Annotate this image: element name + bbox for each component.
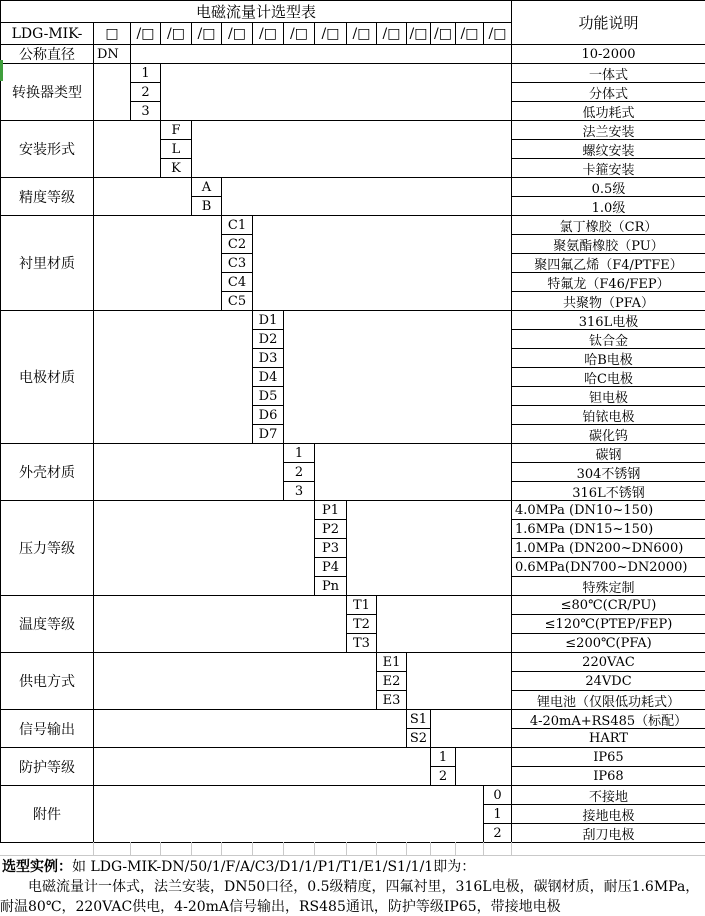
code-cell: D7	[252, 424, 284, 444]
description-cell: HART	[511, 728, 705, 748]
description-cell: 10-2000	[511, 44, 705, 64]
description-cell: 聚四氟乙烯（F4/PTFE）	[511, 253, 705, 273]
section-label: 转换器类型	[0, 63, 94, 121]
description-cell: 220VAC	[511, 652, 705, 672]
code-cell: 2	[283, 462, 315, 482]
code-cell: T3	[346, 633, 377, 653]
spacer-cell	[93, 120, 161, 178]
example-description: 电磁流量计一体式，法兰安装，DN50口径，0.5级精度，四氟衬里，316L电极，碳钢材质，耐压1.6MPa，耐温80℃，220VAC供电，4-20mA信号输出，RS485通讯，防护等级IP65，带接地电极	[0, 879, 700, 915]
code-cell: C2	[221, 234, 253, 254]
description-cell: 螺纹安装	[511, 139, 705, 159]
spacer-cell	[93, 709, 407, 748]
model-slot-cell: /□	[346, 22, 377, 45]
code-cell: 2	[130, 82, 161, 102]
model-slot-cell: /□	[430, 22, 456, 45]
code-cell: F	[160, 120, 192, 140]
description-cell: 特殊定制	[511, 576, 705, 596]
spacer-cell	[221, 177, 512, 216]
description-cell: 卡箍安装	[511, 158, 705, 178]
spacer-cell	[252, 215, 512, 311]
description-cell: 分体式	[511, 82, 705, 102]
description-cell: 4.0MPa (DN10~150)	[511, 500, 705, 520]
function-column-header: 功能说明	[511, 0, 705, 45]
gridline-tick	[346, 842, 347, 855]
section-label: 压力等级	[0, 500, 94, 596]
code-cell: D5	[252, 386, 284, 406]
gridline-tick	[252, 842, 253, 855]
code-cell: 0	[483, 785, 512, 805]
model-slot-cell: /□	[130, 22, 161, 45]
code-cell: 3	[283, 481, 315, 501]
description-cell: 碳钢	[511, 443, 705, 463]
description-cell: 钛合金	[511, 329, 705, 349]
gridline-tick	[483, 842, 484, 855]
example-heading: 选型实例：	[2, 859, 72, 875]
gridline-tick	[314, 842, 315, 855]
description-cell: 接地电极	[511, 804, 705, 824]
description-cell: 0.5级	[511, 177, 705, 197]
gridline-tick	[406, 842, 407, 855]
gridline-horizontal	[0, 855, 705, 856]
section-label: 信号输出	[0, 709, 94, 748]
code-cell: P4	[314, 557, 347, 577]
description-cell: 1.6MPa (DN15~150)	[511, 519, 705, 539]
description-cell: 1.0级	[511, 196, 705, 216]
description-cell: 316L电极	[511, 310, 705, 330]
code-cell: C5	[221, 291, 253, 311]
description-cell: 1.0MPa (DN200~DN600)	[511, 538, 705, 558]
section-label: 附件	[0, 785, 94, 843]
description-cell: 钽电极	[511, 386, 705, 406]
spacer-cell	[93, 747, 431, 786]
code-cell: D2	[252, 329, 284, 349]
table-title: 电磁流量计选型表	[0, 0, 512, 23]
description-cell: ≤80℃(CR/PU)	[511, 595, 705, 615]
description-cell: 316L不锈钢	[511, 481, 705, 501]
code-cell: T1	[346, 595, 377, 615]
spacer-cell	[93, 310, 253, 444]
model-slot-cell: /□	[406, 22, 431, 45]
description-cell: 共聚物（PFA）	[511, 291, 705, 311]
section-label: 衬里材质	[0, 215, 94, 311]
code-cell: T2	[346, 614, 377, 634]
description-cell: 低功耗式	[511, 101, 705, 121]
gridline-tick	[455, 842, 456, 855]
spacer-cell	[406, 652, 512, 710]
code-cell: L	[160, 139, 192, 159]
spacer-cell	[93, 785, 484, 843]
description-cell: IP68	[511, 766, 705, 786]
description-cell: 4-20mA+RS485（标配）	[511, 709, 705, 729]
spacer-cell	[93, 177, 192, 216]
gridline-tick	[221, 842, 222, 855]
code-cell: 2	[483, 823, 512, 843]
code-cell: 1	[430, 747, 456, 767]
code-cell: C4	[221, 272, 253, 292]
spacer-cell	[314, 443, 512, 501]
description-cell: 聚氨酯橡胶（PU）	[511, 234, 705, 254]
description-cell: 哈C电极	[511, 367, 705, 387]
description-cell: IP65	[511, 747, 705, 767]
model-slot-cell: /□	[252, 22, 284, 45]
description-cell: 法兰安装	[511, 120, 705, 140]
spacer-cell	[93, 595, 347, 653]
code-cell: DN	[93, 44, 131, 64]
code-cell: C1	[221, 215, 253, 235]
spacer-cell	[93, 500, 315, 596]
spacer-cell	[283, 310, 512, 444]
model-slot-cell: /□	[283, 22, 315, 45]
gridline-tick	[130, 842, 131, 855]
spacer-cell	[191, 120, 512, 178]
description-cell: 特氟龙（F46/FEP）	[511, 272, 705, 292]
code-cell: P3	[314, 538, 347, 558]
description-cell: 24VDC	[511, 671, 705, 691]
code-cell: 2	[430, 766, 456, 786]
model-slot-cell: /□	[160, 22, 192, 45]
model-slot-cell: /□	[221, 22, 253, 45]
description-cell: 刮刀电极	[511, 823, 705, 843]
section-label: 外壳材质	[0, 443, 94, 501]
spacer-cell	[93, 215, 222, 311]
code-cell: P2	[314, 519, 347, 539]
section-label: 安装形式	[0, 120, 94, 178]
description-cell: 碳化钨	[511, 424, 705, 444]
code-cell: E1	[376, 652, 407, 672]
code-cell: D1	[252, 310, 284, 330]
description-cell: 0.6MPa(DN700~DN2000)	[511, 557, 705, 577]
spacer-cell	[376, 595, 512, 653]
section-label: 公称直径	[0, 44, 94, 64]
spacer-cell	[93, 652, 377, 710]
description-cell: 不接地	[511, 785, 705, 805]
spacer-cell	[430, 709, 512, 748]
code-cell: E3	[376, 690, 407, 710]
spacer-cell	[455, 747, 512, 786]
green-marker	[0, 60, 3, 81]
model-prefix: LDG-MIK-	[0, 22, 94, 45]
example-heading-line	[0, 857, 705, 877]
spacer-cell	[93, 443, 284, 501]
gridline-tick	[511, 842, 512, 855]
description-cell: 一体式	[511, 63, 705, 83]
code-cell: E2	[376, 671, 407, 691]
model-slot-cell: /□	[376, 22, 407, 45]
description-cell: ≤200℃(PFA)	[511, 633, 705, 653]
gridline-tick	[283, 842, 284, 855]
gridline-tick	[376, 842, 377, 855]
spacer-cell	[160, 63, 512, 121]
model-slot-cell: /□	[191, 22, 222, 45]
description-cell: 锂电池（仅限低功耗式）	[511, 690, 705, 710]
model-slot-cell: /□	[314, 22, 347, 45]
model-dn-box: □	[93, 22, 131, 45]
code-cell: D3	[252, 348, 284, 368]
code-cell: S2	[406, 728, 431, 748]
gridline-tick	[191, 842, 192, 855]
code-cell: K	[160, 158, 192, 178]
code-cell: 1	[283, 443, 315, 463]
code-cell: 1	[130, 63, 161, 83]
example-note	[0, 857, 705, 916]
code-cell: P1	[314, 500, 347, 520]
code-cell: C3	[221, 253, 253, 273]
section-label: 供电方式	[0, 652, 94, 710]
code-cell: 3	[130, 101, 161, 121]
spacer-cell	[346, 500, 512, 596]
description-cell: 哈B电极	[511, 348, 705, 368]
section-label: 温度等级	[0, 595, 94, 653]
code-cell: D4	[252, 367, 284, 387]
description-cell: ≤120℃(PTEP/FEP)	[511, 614, 705, 634]
model-slot-cell: /□	[483, 22, 512, 45]
code-cell: A	[191, 177, 222, 197]
section-label: 防护等级	[0, 747, 94, 786]
code-cell: Pn	[314, 576, 347, 596]
section-label: 精度等级	[0, 177, 94, 216]
gridline-tick	[160, 842, 161, 855]
code-cell: S1	[406, 709, 431, 729]
code-cell: D6	[252, 405, 284, 425]
code-cell: B	[191, 196, 222, 216]
spacer-cell	[93, 63, 131, 121]
gridline-tick	[430, 842, 431, 855]
code-cell: 1	[483, 804, 512, 824]
section-label: 电极材质	[0, 310, 94, 444]
description-cell: 304不锈钢	[511, 462, 705, 482]
model-slot-cell: /□	[455, 22, 484, 45]
spacer-cell	[130, 44, 512, 64]
description-cell: 氯丁橡胶（CR）	[511, 215, 705, 235]
gridline-tick	[93, 842, 94, 855]
example-code-string: 如 LDG-MIK-DN/50/1/F/A/C3/D1/1/P1/T1/E1/S1/1/1即为：	[72, 859, 476, 875]
description-cell: 铂铱电极	[511, 405, 705, 425]
